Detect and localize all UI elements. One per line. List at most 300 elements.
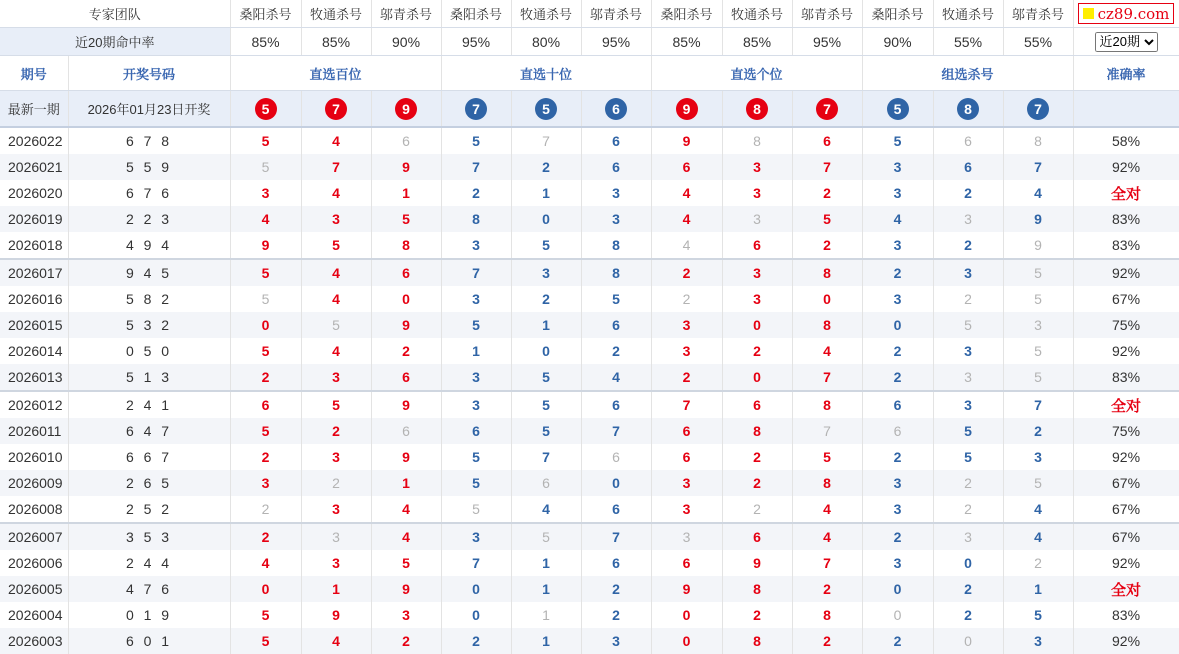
kill-number: 2 [823, 581, 831, 597]
kill-number: 3 [542, 265, 550, 281]
kill-cell [581, 602, 651, 628]
kill-number: 5 [823, 449, 831, 465]
accuracy-cell [1073, 470, 1179, 496]
kill-cell [511, 496, 581, 523]
latest-issue-label: 最新一期 [0, 91, 68, 128]
kill-cell [862, 496, 933, 523]
accuracy-cell [1073, 444, 1179, 470]
kill-number: 7 [1034, 159, 1042, 175]
kill-number: 3 [893, 237, 902, 253]
issue-column-header: 期号 [0, 56, 68, 91]
kill-number: 2 [893, 265, 902, 281]
kill-cell [441, 444, 511, 470]
kill-number: 3 [261, 475, 270, 491]
kill-number: 3 [964, 265, 972, 281]
kill-cell [651, 127, 722, 154]
kill-cell [933, 286, 1003, 312]
kill-number: 5 [261, 133, 270, 149]
accuracy-cell [1073, 286, 1179, 312]
kill-cell [651, 286, 722, 312]
kill-number: 1 [402, 475, 410, 491]
kill-number: 9 [402, 581, 410, 597]
hit-rate: 85% [722, 28, 792, 56]
kill-number: 7 [472, 555, 480, 571]
kill-number: 9 [753, 555, 761, 571]
kill-number: 4 [682, 185, 691, 201]
accuracy-cell [1073, 364, 1179, 391]
kill-number: 4 [402, 529, 410, 545]
kill-cell [581, 312, 651, 338]
accuracy-value: 92% [1112, 265, 1141, 281]
kill-number: 6 [261, 397, 270, 413]
kill-number: 2 [893, 449, 902, 465]
kill-cell [651, 154, 722, 180]
kill-cell [371, 602, 441, 628]
period-select-cell [1073, 28, 1179, 56]
latest-ball: 7 [1027, 98, 1049, 120]
accuracy-cell [1073, 391, 1179, 418]
accuracy-cell [1073, 628, 1179, 654]
kill-cell [722, 154, 792, 180]
draw-number: 6 0 1 [68, 628, 230, 654]
kill-cell [792, 206, 862, 232]
kill-cell [301, 602, 371, 628]
kill-number: 9 [682, 581, 691, 597]
kill-cell [651, 338, 722, 364]
kill-cell [511, 312, 581, 338]
hit-rate: 55% [1003, 28, 1073, 56]
latest-draw-date: 2026年01月23日开奖 [68, 91, 230, 128]
kill-number: 7 [332, 159, 340, 175]
kill-number: 7 [542, 133, 550, 149]
accuracy-value: 92% [1112, 159, 1141, 175]
kill-cell [441, 496, 511, 523]
kill-cell [1003, 286, 1073, 312]
accuracy-cell [1073, 206, 1179, 232]
kill-cell [230, 286, 301, 312]
kill-cell [581, 338, 651, 364]
kill-number: 2 [964, 581, 972, 597]
kill-cell [933, 628, 1003, 654]
kill-number: 3 [472, 237, 480, 253]
table-row [0, 259, 1179, 286]
issue-number: 2026010 [0, 444, 68, 470]
kill-cell [862, 338, 933, 364]
kill-number: 4 [682, 237, 691, 253]
kill-number: 2 [823, 633, 831, 649]
kill-cell [441, 286, 511, 312]
kill-cell [651, 206, 722, 232]
kill-number: 4 [1034, 185, 1042, 201]
draw-number: 5 8 2 [68, 286, 230, 312]
period-select[interactable] [1095, 32, 1158, 52]
kill-number: 5 [261, 343, 270, 359]
kill-number: 2 [893, 633, 902, 649]
kill-number: 0 [682, 607, 691, 623]
kill-number: 1 [542, 317, 550, 333]
kill-cell [792, 391, 862, 418]
kill-number: 9 [682, 133, 691, 149]
kill-cell [511, 391, 581, 418]
kill-cell [1003, 338, 1073, 364]
issue-number: 2026003 [0, 628, 68, 654]
kill-number: 6 [753, 529, 761, 545]
kill-cell [301, 127, 371, 154]
table-row [0, 154, 1179, 180]
kill-number: 0 [542, 343, 550, 359]
kill-cell [651, 444, 722, 470]
kill-cell [933, 602, 1003, 628]
kill-cell [933, 523, 1003, 550]
table-row [0, 602, 1179, 628]
kill-number: 3 [893, 185, 902, 201]
kill-cell [441, 550, 511, 576]
expert-name: 牧通杀号 [933, 0, 1003, 28]
kill-number: 8 [753, 581, 761, 597]
kill-number: 6 [612, 449, 620, 465]
kill-cell [230, 206, 301, 232]
accuracy-value: 全对 [1111, 581, 1142, 599]
accuracy-cell [1073, 338, 1179, 364]
kill-number: 3 [682, 317, 691, 333]
kill-number: 5 [261, 265, 270, 281]
kill-cell [792, 523, 862, 550]
table-row [0, 364, 1179, 391]
kill-number: 9 [402, 317, 410, 333]
kill-cell [230, 127, 301, 154]
kill-number: 6 [472, 423, 480, 439]
kill-cell [933, 550, 1003, 576]
kill-number: 5 [472, 317, 480, 333]
kill-number: 8 [1034, 133, 1042, 149]
kill-cell [722, 602, 792, 628]
kill-number: 3 [472, 529, 480, 545]
kill-cell [862, 232, 933, 259]
kill-cell [511, 364, 581, 391]
kill-cell [581, 391, 651, 418]
kill-cell [371, 338, 441, 364]
table-row [0, 286, 1179, 312]
kill-cell [1003, 154, 1073, 180]
kill-number: 3 [332, 449, 340, 465]
kill-cell [1003, 364, 1073, 391]
kill-number: 3 [332, 555, 340, 571]
kill-number: 2 [964, 237, 972, 253]
kill-cell [651, 180, 722, 206]
kill-cell [301, 364, 371, 391]
issue-number: 2026020 [0, 180, 68, 206]
kill-cell [581, 259, 651, 286]
kill-cell [511, 127, 581, 154]
kill-cell [792, 286, 862, 312]
kill-number: 2 [402, 633, 410, 649]
expert-name: 桑阳杀号 [862, 0, 933, 28]
table-row [0, 180, 1179, 206]
kill-cell [441, 127, 511, 154]
kill-cell [301, 444, 371, 470]
kill-cell [862, 312, 933, 338]
kill-cell [511, 470, 581, 496]
table-row [0, 391, 1179, 418]
latest-ball-cell [1003, 91, 1073, 128]
kill-cell [722, 523, 792, 550]
kill-number: 3 [753, 291, 761, 307]
kill-cell [581, 206, 651, 232]
kill-cell [371, 444, 441, 470]
kill-cell [933, 206, 1003, 232]
kill-cell [230, 602, 301, 628]
kill-cell [862, 364, 933, 391]
kill-number: 3 [1034, 633, 1042, 649]
kill-number: 8 [823, 397, 831, 413]
kill-number: 2 [261, 369, 270, 385]
kill-number: 4 [1034, 529, 1042, 545]
kill-number: 3 [964, 343, 972, 359]
table-row [0, 628, 1179, 654]
kill-cell [792, 550, 862, 576]
kill-number: 5 [261, 159, 270, 175]
issue-number: 2026019 [0, 206, 68, 232]
kill-number: 6 [682, 423, 691, 439]
latest-ball-cell [933, 91, 1003, 128]
kill-number: 8 [753, 423, 761, 439]
kill-number: 2 [823, 185, 831, 201]
latest-ball-cell [441, 91, 511, 128]
kill-cell [371, 154, 441, 180]
kill-cell [511, 259, 581, 286]
kill-number: 2 [682, 291, 691, 307]
kill-number: 5 [1034, 475, 1042, 491]
accuracy-cell [1073, 602, 1179, 628]
kill-number: 4 [823, 529, 831, 545]
kill-number: 5 [1034, 291, 1042, 307]
kill-cell [722, 338, 792, 364]
kill-cell [1003, 180, 1073, 206]
issue-number: 2026016 [0, 286, 68, 312]
draw-number: 4 9 4 [68, 232, 230, 259]
kill-number: 7 [542, 449, 550, 465]
kill-cell [230, 312, 301, 338]
kill-cell [862, 154, 933, 180]
kill-number: 6 [612, 555, 620, 571]
kill-cell [933, 232, 1003, 259]
kill-cell [301, 391, 371, 418]
kill-cell [511, 602, 581, 628]
kill-cell [230, 576, 301, 602]
kill-cell [301, 232, 371, 259]
kill-number: 3 [682, 343, 691, 359]
kill-number: 3 [612, 185, 620, 201]
kill-cell [933, 391, 1003, 418]
kill-number: 2 [332, 475, 340, 491]
site-logo[interactable] [1078, 3, 1175, 24]
hit-rate-label: 近20期命中率 [0, 28, 230, 56]
accuracy-cell [1073, 259, 1179, 286]
kill-cell [792, 338, 862, 364]
combo-group-header: 组选杀号 [862, 56, 1073, 91]
kill-number: 0 [261, 317, 270, 333]
kill-cell [792, 602, 862, 628]
kill-cell [581, 550, 651, 576]
kill-number: 3 [753, 211, 761, 227]
kill-cell [441, 180, 511, 206]
expert-name: 邬青杀号 [371, 0, 441, 28]
kill-number: 2 [893, 369, 902, 385]
kill-number: 3 [612, 211, 620, 227]
kill-number: 3 [332, 211, 340, 227]
kill-number: 3 [402, 607, 410, 623]
kill-number: 2 [964, 501, 972, 517]
kill-number: 3 [753, 265, 761, 281]
kill-cell [933, 496, 1003, 523]
kill-cell [651, 312, 722, 338]
kill-number: 5 [261, 423, 270, 439]
kill-cell [722, 628, 792, 654]
kill-cell [511, 418, 581, 444]
expert-name: 邬青杀号 [1003, 0, 1073, 28]
kill-cell [301, 628, 371, 654]
kill-number: 9 [1034, 211, 1042, 227]
kill-number: 5 [542, 237, 550, 253]
kill-number: 0 [261, 581, 270, 597]
issue-number: 2026014 [0, 338, 68, 364]
kill-number: 4 [1034, 501, 1042, 517]
kill-cell [230, 338, 301, 364]
kill-cell [862, 470, 933, 496]
kill-number: 6 [612, 501, 620, 517]
kill-cell [441, 470, 511, 496]
kill-cell [1003, 470, 1073, 496]
kill-cell [511, 628, 581, 654]
accuracy-value: 全对 [1111, 185, 1142, 203]
kill-cell [301, 286, 371, 312]
kill-number: 5 [332, 237, 340, 253]
kill-number: 4 [542, 501, 550, 517]
kill-number: 2 [682, 265, 691, 281]
kill-cell [511, 576, 581, 602]
kill-cell [651, 364, 722, 391]
draw-number: 2 6 5 [68, 470, 230, 496]
kill-cell [933, 576, 1003, 602]
accuracy-value: 83% [1112, 607, 1141, 623]
kill-number: 6 [823, 133, 831, 149]
kill-cell [792, 576, 862, 602]
kill-number: 5 [261, 607, 270, 623]
latest-ball: 5 [887, 98, 909, 120]
kill-number: 2 [753, 607, 761, 623]
kill-cell [230, 444, 301, 470]
kill-cell [1003, 259, 1073, 286]
kill-number: 6 [682, 555, 691, 571]
kill-cell [441, 259, 511, 286]
accuracy-value: 75% [1112, 317, 1141, 333]
accuracy-cell [1073, 154, 1179, 180]
accuracy-cell [1073, 496, 1179, 523]
kill-cell [1003, 602, 1073, 628]
kill-number: 2 [753, 449, 761, 465]
kill-cell [371, 628, 441, 654]
kill-cell [1003, 206, 1073, 232]
kill-cell [862, 628, 933, 654]
draw-number: 9 4 5 [68, 259, 230, 286]
kill-number: 2 [964, 475, 972, 491]
kill-cell [371, 206, 441, 232]
kill-cell [722, 444, 792, 470]
issue-number: 2026021 [0, 154, 68, 180]
kill-cell [862, 576, 933, 602]
accuracy-column-header: 准确率 [1073, 56, 1179, 91]
kill-cell [722, 496, 792, 523]
issue-number: 2026005 [0, 576, 68, 602]
kill-cell [301, 338, 371, 364]
kill-cell [511, 154, 581, 180]
hit-rate: 85% [651, 28, 722, 56]
kill-number: 0 [964, 633, 972, 649]
kill-cell [230, 523, 301, 550]
kill-cell [301, 180, 371, 206]
issue-number: 2026018 [0, 232, 68, 259]
table-row [0, 312, 1179, 338]
kill-cell [371, 232, 441, 259]
kill-cell [862, 180, 933, 206]
kill-number: 3 [964, 529, 972, 545]
issue-number: 2026006 [0, 550, 68, 576]
kill-number: 3 [1034, 317, 1042, 333]
kill-number: 9 [261, 237, 270, 253]
kill-number: 2 [472, 185, 480, 201]
accuracy-value: 83% [1112, 369, 1141, 385]
kill-number: 2 [753, 343, 761, 359]
kill-cell [651, 418, 722, 444]
kill-number: 7 [823, 159, 831, 175]
latest-ball: 5 [535, 98, 557, 120]
draw-number: 2 2 3 [68, 206, 230, 232]
draw-number: 5 5 9 [68, 154, 230, 180]
kill-cell [1003, 391, 1073, 418]
kill-number: 6 [402, 133, 410, 149]
kill-number: 5 [893, 133, 902, 149]
kill-cell [792, 154, 862, 180]
kill-number: 4 [823, 501, 831, 517]
kill-cell [862, 602, 933, 628]
latest-ball: 7 [325, 98, 347, 120]
kill-number: 9 [402, 449, 410, 465]
kill-number: 8 [753, 133, 761, 149]
kill-number: 2 [612, 607, 620, 623]
kill-cell [371, 286, 441, 312]
kill-cell [581, 232, 651, 259]
kill-cell [862, 127, 933, 154]
table-row [0, 206, 1179, 232]
kill-cell [1003, 576, 1073, 602]
kill-number: 8 [472, 211, 480, 227]
kill-cell [651, 391, 722, 418]
kill-number: 5 [964, 423, 972, 439]
kill-cell [301, 523, 371, 550]
table-row [0, 496, 1179, 523]
kill-number: 5 [332, 397, 340, 413]
latest-ball-cell [722, 91, 792, 128]
kill-cell [722, 259, 792, 286]
expert-name: 邬青杀号 [792, 0, 862, 28]
accuracy-cell [1073, 127, 1179, 154]
kill-cell [371, 470, 441, 496]
kill-cell [722, 180, 792, 206]
kill-number: 2 [1034, 423, 1042, 439]
latest-ball-cell [581, 91, 651, 128]
kill-number: 0 [472, 581, 480, 597]
kill-number: 5 [472, 501, 480, 517]
